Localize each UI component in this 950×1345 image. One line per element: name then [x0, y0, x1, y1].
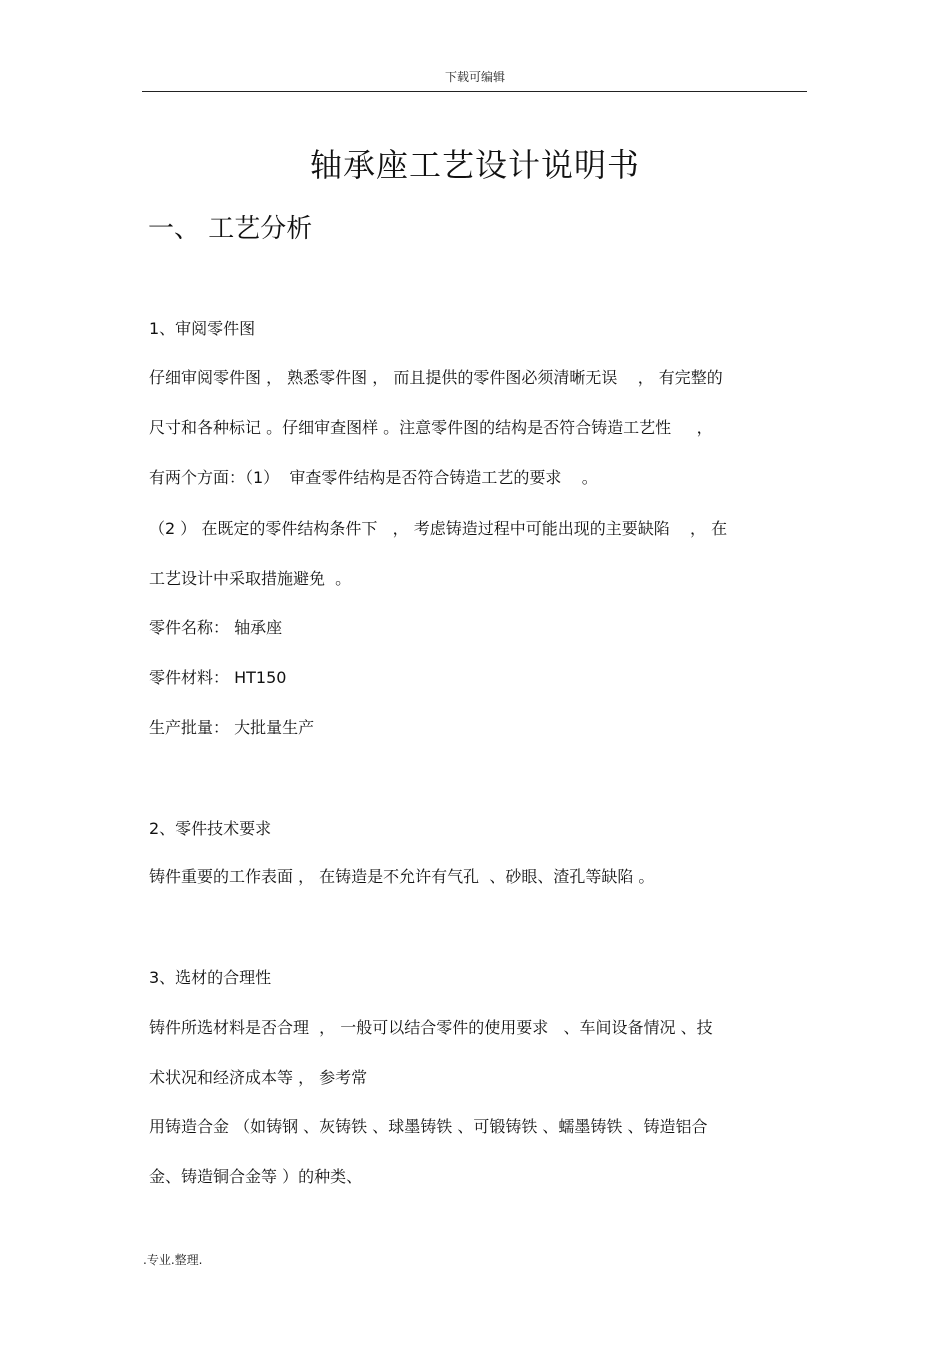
subheading-2: 2、零件技术要求 [149, 819, 272, 838]
paragraph-line: （2 ） 在既定的零件结构条件下 ， 考虑铸造过程中可能出现的主要缺陷 ， 在 [149, 519, 728, 538]
header-divider [142, 91, 807, 92]
paragraph-line: 用铸造合金 （如铸钢 、灰铸铁 、球墨铸铁 、可锻铸铁 、蠕墨铸铁 、铸造铝合 [149, 1117, 708, 1136]
section-heading: 一、 工艺分析 [148, 214, 313, 244]
paragraph-line: 尺寸和各种标记 。仔细审查图样 。注意零件图的结构是否符合铸造工艺性 ， [149, 418, 713, 437]
paragraph-line: 金、铸造铜合金等 ）的种类、 [149, 1167, 363, 1186]
paragraph-line: 工艺设计中采取措施避免 。 [149, 569, 352, 588]
part-name-line: 零件名称： 轴承座 [149, 618, 283, 637]
page-footer: .专业.整理. [143, 1253, 203, 1267]
subheading-1: 1、审阅零件图 [149, 319, 256, 338]
paragraph-line: 术状况和经济成本等 ， 参考常 [149, 1068, 368, 1087]
batch-size-line: 生产批量： 大批量生产 [149, 718, 315, 737]
subheading-3: 3、选材的合理性 [149, 968, 272, 987]
paragraph-line: 仔细审阅零件图 ， 熟悉零件图 ， 而且提供的零件图必须清晰无误 ， 有完整的 [149, 368, 723, 387]
paragraph-line: 有两个方面：（1） 审查零件结构是否符合铸造工艺的要求 。 [149, 468, 598, 487]
part-material-line: 零件材料： HT150 [149, 668, 287, 687]
paragraph-line: 铸件重要的工作表面 ， 在铸造是不允许有气孔 、砂眼、渣孔等缺陷 。 [149, 867, 655, 886]
page-header: 下载可编辑 [444, 70, 505, 84]
document-title: 轴承座工艺设计说明书 [309, 146, 640, 184]
paragraph-line: 铸件所选材料是否合理 ， 一般可以结合零件的使用要求 、车间设备情况 、技 [149, 1018, 713, 1037]
